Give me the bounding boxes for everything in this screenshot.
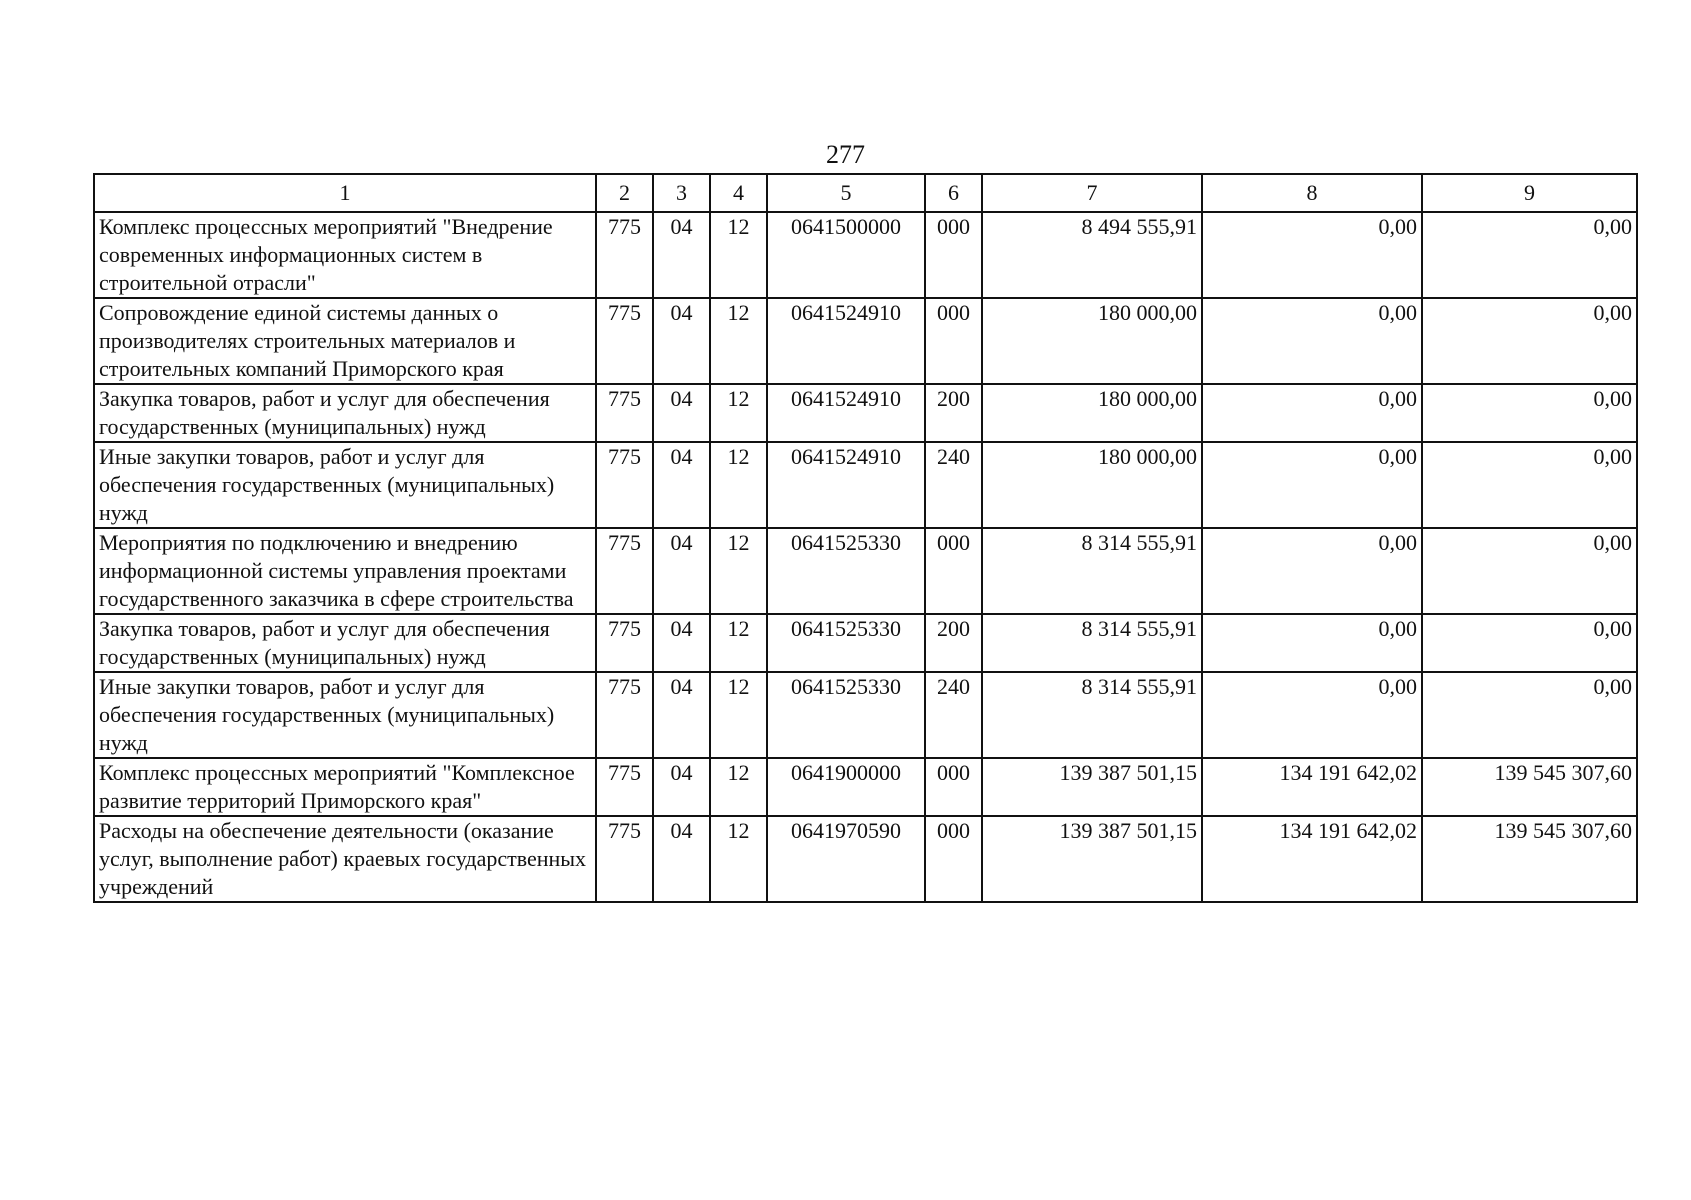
expense-type-cell: 000	[925, 816, 982, 902]
target-article-cell: 0641525330	[767, 614, 925, 672]
table-row	[94, 298, 1637, 384]
amount-cell: 0,00	[1422, 672, 1637, 758]
section-code-cell: 04	[653, 614, 710, 672]
table-row	[94, 672, 1637, 758]
table-row	[94, 384, 1637, 442]
amount-cell: 139 387 501,15	[982, 758, 1202, 816]
amount-cell: 0,00	[1422, 442, 1637, 528]
amount-cell: 0,00	[1202, 528, 1422, 614]
target-article-cell: 0641500000	[767, 212, 925, 298]
section-code-cell: 04	[653, 298, 710, 384]
item-name-cell: Иные закупки товаров, работ и услуг для обеспечения государственных (муниципальных) нужд	[94, 442, 596, 528]
subsection-code-cell: 12	[710, 672, 767, 758]
admin-code-cell: 775	[596, 528, 653, 614]
amount-cell: 0,00	[1422, 528, 1637, 614]
amount-cell: 0,00	[1422, 298, 1637, 384]
expense-type-cell: 000	[925, 298, 982, 384]
table-row	[94, 528, 1637, 614]
section-code-cell: 04	[653, 384, 710, 442]
item-name-cell: Расходы на обеспечение деятельности (оказание услуг, выполнение работ) краевых государственных учреждений	[94, 816, 596, 902]
amount-cell: 8 314 555,91	[982, 672, 1202, 758]
amount-cell: 8 494 555,91	[982, 212, 1202, 298]
column-header: 9	[1422, 174, 1637, 212]
amount-cell: 0,00	[1202, 384, 1422, 442]
target-article-cell: 0641900000	[767, 758, 925, 816]
admin-code-cell: 775	[596, 384, 653, 442]
subsection-code-cell: 12	[710, 384, 767, 442]
amount-cell: 8 314 555,91	[982, 614, 1202, 672]
column-header: 5	[767, 174, 925, 212]
column-header: 4	[710, 174, 767, 212]
target-article-cell: 0641524910	[767, 298, 925, 384]
section-code-cell: 04	[653, 528, 710, 614]
subsection-code-cell: 12	[710, 816, 767, 902]
amount-cell: 0,00	[1202, 442, 1422, 528]
admin-code-cell: 775	[596, 212, 653, 298]
section-code-cell: 04	[653, 442, 710, 528]
page-number: 277	[826, 140, 865, 169]
item-name-cell: Мероприятия по подключению и внедрению информационной системы управления проектами государственного заказчика в сфере строительства	[94, 528, 596, 614]
header-row	[94, 174, 1637, 212]
amount-cell: 0,00	[1422, 614, 1637, 672]
amount-cell: 139 545 307,60	[1422, 758, 1637, 816]
table-row	[94, 816, 1637, 902]
amount-cell: 0,00	[1202, 298, 1422, 384]
subsection-code-cell: 12	[710, 758, 767, 816]
item-name-cell: Закупка товаров, работ и услуг для обеспечения государственных (муниципальных) нужд	[94, 384, 596, 442]
table-row	[94, 614, 1637, 672]
section-code-cell: 04	[653, 212, 710, 298]
budget-table	[93, 173, 1638, 903]
target-article-cell: 0641525330	[767, 672, 925, 758]
target-article-cell: 0641524910	[767, 442, 925, 528]
amount-cell: 0,00	[1422, 212, 1637, 298]
amount-cell: 139 387 501,15	[982, 816, 1202, 902]
amount-cell: 0,00	[1202, 672, 1422, 758]
target-article-cell: 0641525330	[767, 528, 925, 614]
expense-type-cell: 000	[925, 758, 982, 816]
amount-cell: 180 000,00	[982, 298, 1202, 384]
column-header: 7	[982, 174, 1202, 212]
column-header: 2	[596, 174, 653, 212]
item-name-cell: Сопровождение единой системы данных о производителях строительных материалов и строительных компаний Приморского края	[94, 298, 596, 384]
expense-type-cell: 000	[925, 528, 982, 614]
subsection-code-cell: 12	[710, 212, 767, 298]
admin-code-cell: 775	[596, 816, 653, 902]
amount-cell: 8 314 555,91	[982, 528, 1202, 614]
column-header: 1	[94, 174, 596, 212]
subsection-code-cell: 12	[710, 614, 767, 672]
admin-code-cell: 775	[596, 672, 653, 758]
amount-cell: 0,00	[1202, 212, 1422, 298]
amount-cell: 0,00	[1202, 614, 1422, 672]
expense-type-cell: 200	[925, 384, 982, 442]
admin-code-cell: 775	[596, 298, 653, 384]
expense-type-cell: 240	[925, 672, 982, 758]
target-article-cell: 0641970590	[767, 816, 925, 902]
admin-code-cell: 775	[596, 442, 653, 528]
table-body	[94, 212, 1637, 902]
section-code-cell: 04	[653, 672, 710, 758]
item-name-cell: Закупка товаров, работ и услуг для обеспечения государственных (муниципальных) нужд	[94, 614, 596, 672]
amount-cell: 134 191 642,02	[1202, 816, 1422, 902]
expense-type-cell: 000	[925, 212, 982, 298]
amount-cell: 134 191 642,02	[1202, 758, 1422, 816]
amount-cell: 0,00	[1422, 384, 1637, 442]
column-header: 3	[653, 174, 710, 212]
expense-type-cell: 200	[925, 614, 982, 672]
admin-code-cell: 775	[596, 758, 653, 816]
column-header: 8	[1202, 174, 1422, 212]
expense-type-cell: 240	[925, 442, 982, 528]
item-name-cell: Комплекс процессных мероприятий "Комплексное развитие территорий Приморского края"	[94, 758, 596, 816]
item-name-cell: Иные закупки товаров, работ и услуг для обеспечения государственных (муниципальных) нужд	[94, 672, 596, 758]
table-row	[94, 442, 1637, 528]
section-code-cell: 04	[653, 758, 710, 816]
column-header: 6	[925, 174, 982, 212]
subsection-code-cell: 12	[710, 298, 767, 384]
item-name-cell: Комплекс процессных мероприятий "Внедрение современных информационных систем в строительной отрасли"	[94, 212, 596, 298]
section-code-cell: 04	[653, 816, 710, 902]
admin-code-cell: 775	[596, 614, 653, 672]
table-row	[94, 758, 1637, 816]
amount-cell: 180 000,00	[982, 384, 1202, 442]
amount-cell: 139 545 307,60	[1422, 816, 1637, 902]
subsection-code-cell: 12	[710, 528, 767, 614]
amount-cell: 180 000,00	[982, 442, 1202, 528]
subsection-code-cell: 12	[710, 442, 767, 528]
target-article-cell: 0641524910	[767, 384, 925, 442]
table-row	[94, 212, 1637, 298]
